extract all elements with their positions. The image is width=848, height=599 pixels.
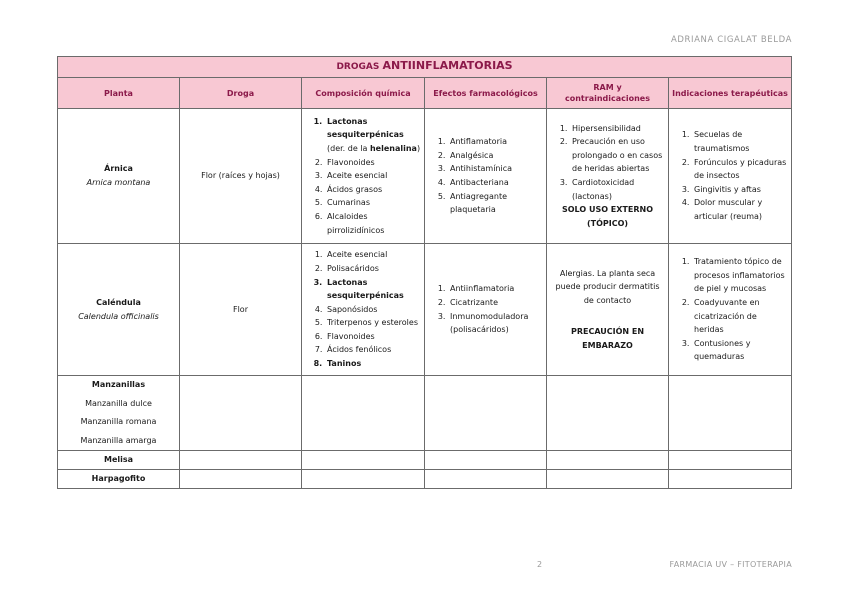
table-row-melisa [58, 451, 792, 470]
indications-cell [669, 109, 792, 244]
list-item: 2. Cicatrizante [448, 296, 543, 310]
list-item: 8. Taninos [325, 357, 421, 371]
composition-cell [302, 109, 425, 244]
col-header-ram: RAM y contraindicaciones [547, 78, 669, 109]
col-header-composicion: Composición química [302, 78, 425, 109]
plant-name: Caléndula [96, 297, 141, 307]
list-item: 3. Cardiotoxicidad (lactonas) [570, 176, 665, 203]
table-row-manzanillas [58, 376, 792, 451]
plant-name: Manzanillas [91, 380, 146, 389]
col-header-planta: Planta [58, 78, 180, 109]
empty-cell [425, 376, 547, 451]
drug-cell: Flor [180, 244, 302, 376]
drugs-table [57, 56, 792, 489]
list-item: 2. Polisacáridos [325, 262, 421, 276]
list-item: 1. Tratamiento tópico de procesos inflamatorios de piel y mucosas [692, 255, 788, 296]
empty-cell [547, 376, 669, 451]
list-item: 2. Coadyuvante en cicatrización de heridas [692, 296, 788, 337]
empty-cell [302, 451, 425, 470]
composition-list [305, 248, 421, 370]
effects-cell [425, 109, 547, 244]
empty-cell [180, 376, 302, 451]
plant-variety: Manzanilla dulce [85, 398, 152, 408]
table-title-row [58, 57, 792, 78]
col-header-efectos: Efectos farmacológicos [425, 78, 547, 109]
plant-name: Árnica [104, 164, 133, 174]
empty-cell [669, 451, 792, 470]
empty-cell [425, 451, 547, 470]
list-item: 1. Secuelas de traumatismos [692, 128, 788, 155]
list-item: 6. Alcaloides pirrolizidínicos [325, 210, 421, 237]
empty-cell [547, 451, 669, 470]
list-item: 2. Flavonoides [325, 156, 421, 170]
plant-scientific-name: Calendula officinalis [78, 311, 159, 321]
plant-variety: Manzanilla amarga [80, 435, 157, 445]
empty-cell [669, 470, 792, 489]
ram-warning: PRECAUCIÓN EN EMBARAZO [570, 327, 645, 350]
plant-name: Harpagofito [58, 470, 180, 489]
ram-cell [547, 109, 669, 244]
list-item: 3. Aceite esencial [325, 169, 421, 183]
composition-cell [302, 244, 425, 376]
list-item: 3. Contusiones y quemaduras [692, 337, 788, 364]
ram-cell [547, 244, 669, 376]
drug-cell: Flor (raíces y hojas) [180, 109, 302, 244]
list-item: 4. Ácidos grasos [325, 183, 421, 197]
table-title-prefix: DROGAS [336, 62, 383, 73]
effects-cell [425, 244, 547, 376]
list-item: 5. Antiagregante plaquetaria [448, 190, 543, 217]
table-header-row [58, 78, 792, 109]
list-item: 4. Dolor muscular y articular (reuma) [692, 196, 788, 223]
ram-text: Alergias. La planta seca puede producir dermatitis de contacto [555, 268, 660, 305]
table-row-harpagofito [58, 470, 792, 489]
list-item: 3. Antihistamínica [448, 162, 543, 176]
composition-list [305, 115, 421, 237]
ram-warning: SOLO USO EXTERNO (TÓPICO) [561, 205, 653, 228]
list-item: 4. Saponósidos [325, 303, 421, 317]
list-item: 3. Gingivitis y aftas [692, 183, 788, 197]
author-header: ADRIANA CIGALAT BELDA [670, 35, 792, 45]
plant-name: Melisa [58, 451, 180, 470]
effects-list [428, 282, 543, 336]
col-header-indicaciones: Indicaciones terapéuticas [669, 78, 792, 109]
list-item: 1. Hipersensibilidad [570, 122, 665, 136]
list-item: 5. Triterpenos y esteroles [325, 316, 421, 330]
table-row-calendula [58, 244, 792, 376]
list-item: 5. Cumarinas [325, 196, 421, 210]
list-item: 6. Flavonoides [325, 330, 421, 344]
plant-variety: Manzanilla romana [80, 417, 157, 426]
effects-list [428, 135, 543, 217]
list-item: 4. Antibacteriana [448, 176, 543, 190]
indications-cell [669, 244, 792, 376]
list-item: 1. Aceite esencial [325, 248, 421, 262]
plant-scientific-name: Arnica montana [86, 178, 151, 187]
list-item: 7. Ácidos fenólicos [325, 343, 421, 357]
list-item: 2. Precaución en uso prolongado o en casos de heridas abiertas [570, 135, 665, 176]
list-item: 1. Antiinflamatoria [448, 282, 543, 296]
table-title [58, 57, 792, 78]
list-item: 3. Inmunomoduladora (polisacáridos) [448, 310, 543, 337]
empty-cell [180, 470, 302, 489]
list-item: 3. Lactonas sesquiterpénicas [325, 276, 421, 303]
empty-cell [180, 451, 302, 470]
empty-cell [302, 376, 425, 451]
indications-list [672, 128, 788, 223]
list-item: 1. Antiflamatoria [448, 135, 543, 149]
empty-cell [669, 376, 792, 451]
list-item: 2. Forúnculos y picaduras de insectos [692, 156, 788, 183]
list-item: 2. Analgésica [448, 149, 543, 163]
empty-cell [302, 470, 425, 489]
indications-list [672, 255, 788, 364]
table-title-main: ANTIINFLAMATORIAS [382, 59, 513, 73]
plant-cell [58, 109, 180, 244]
list-item: 1. Lactonas sesquiterpénicas (der. de la helenalina) [325, 115, 421, 156]
page-number: 2 [537, 560, 543, 569]
plant-cell [58, 244, 180, 376]
table-row-arnica [58, 109, 792, 244]
ram-list [550, 122, 665, 204]
empty-cell [547, 470, 669, 489]
col-header-droga: Droga [180, 78, 302, 109]
empty-cell [425, 470, 547, 489]
plant-cell [58, 376, 180, 451]
course-footer: FARMACIA UV – FITOTERAPIA [669, 560, 792, 569]
